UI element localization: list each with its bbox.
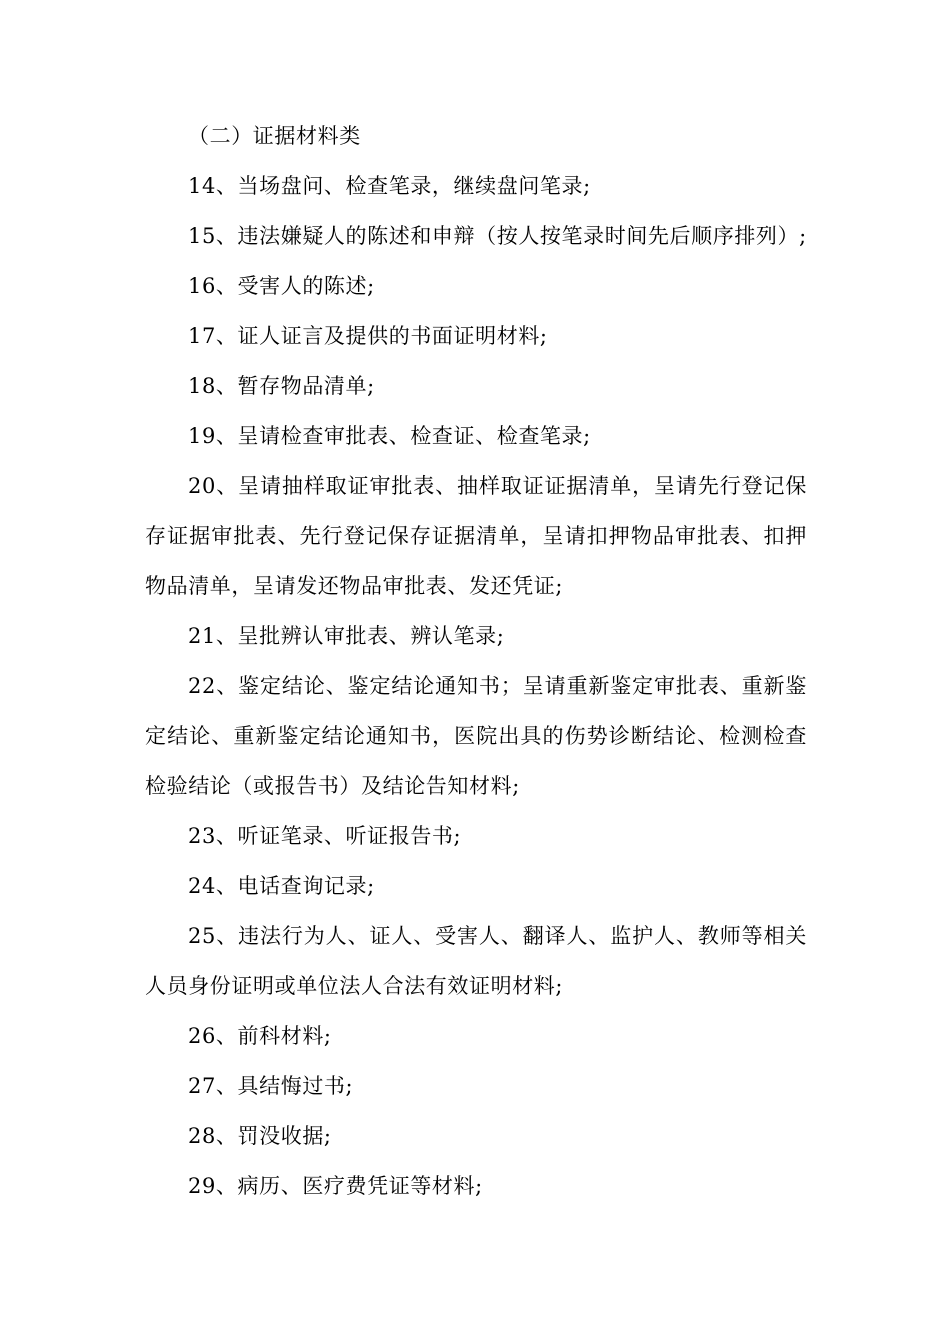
section-heading: （二）证据材料类 bbox=[188, 124, 361, 148]
list-item-17: 17、证人证言及提供的书面证明材料; bbox=[188, 324, 548, 348]
list-item-21: 21、呈批辨认审批表、辨认笔录; bbox=[188, 624, 505, 648]
list-item-27: 27、具结悔过书; bbox=[188, 1074, 354, 1098]
list-item-22: 22、鉴定结论、鉴定结论通知书；呈请重新鉴定审批表、重新鉴定结论、重新鉴定结论通知书，医院出具的伤势诊断结论、检测检查检验结论（或报告书）及结论告知材料; bbox=[145, 674, 807, 798]
list-item-25: 25、违法行为人、证人、受害人、翻译人、监护人、教师等相关人员身份证明或单位法人合法有效证明材料; bbox=[145, 924, 807, 998]
list-item-16: 16、受害人的陈述; bbox=[188, 274, 375, 298]
list-item-28: 28、罚没收据; bbox=[188, 1124, 332, 1148]
list-item-29: 29、病历、医疗费凭证等材料; bbox=[188, 1174, 483, 1198]
list-item-15: 15、违法嫌疑人的陈述和申辩（按人按笔录时间先后顺序排列）; bbox=[188, 224, 807, 248]
list-item-23: 23、听证笔录、听证报告书; bbox=[188, 824, 462, 848]
list-item-14: 14、当场盘问、检查笔录，继续盘问笔录; bbox=[188, 174, 591, 198]
list-item-20: 20、呈请抽样取证审批表、抽样取证证据清单，呈请先行登记保存证据审批表、先行登记保存证据清单，呈请扣押物品审批表、扣押物品清单，呈请发还物品审批表、发还凭证; bbox=[145, 474, 807, 598]
list-item-24: 24、电话查询记录; bbox=[188, 874, 375, 898]
document-body bbox=[145, 111, 807, 1211]
list-item-26: 26、前科材料; bbox=[188, 1024, 332, 1048]
list-item-18: 18、暂存物品清单; bbox=[188, 374, 375, 398]
list-item-19: 19、呈请检查审批表、检查证、检查笔录; bbox=[188, 424, 591, 448]
